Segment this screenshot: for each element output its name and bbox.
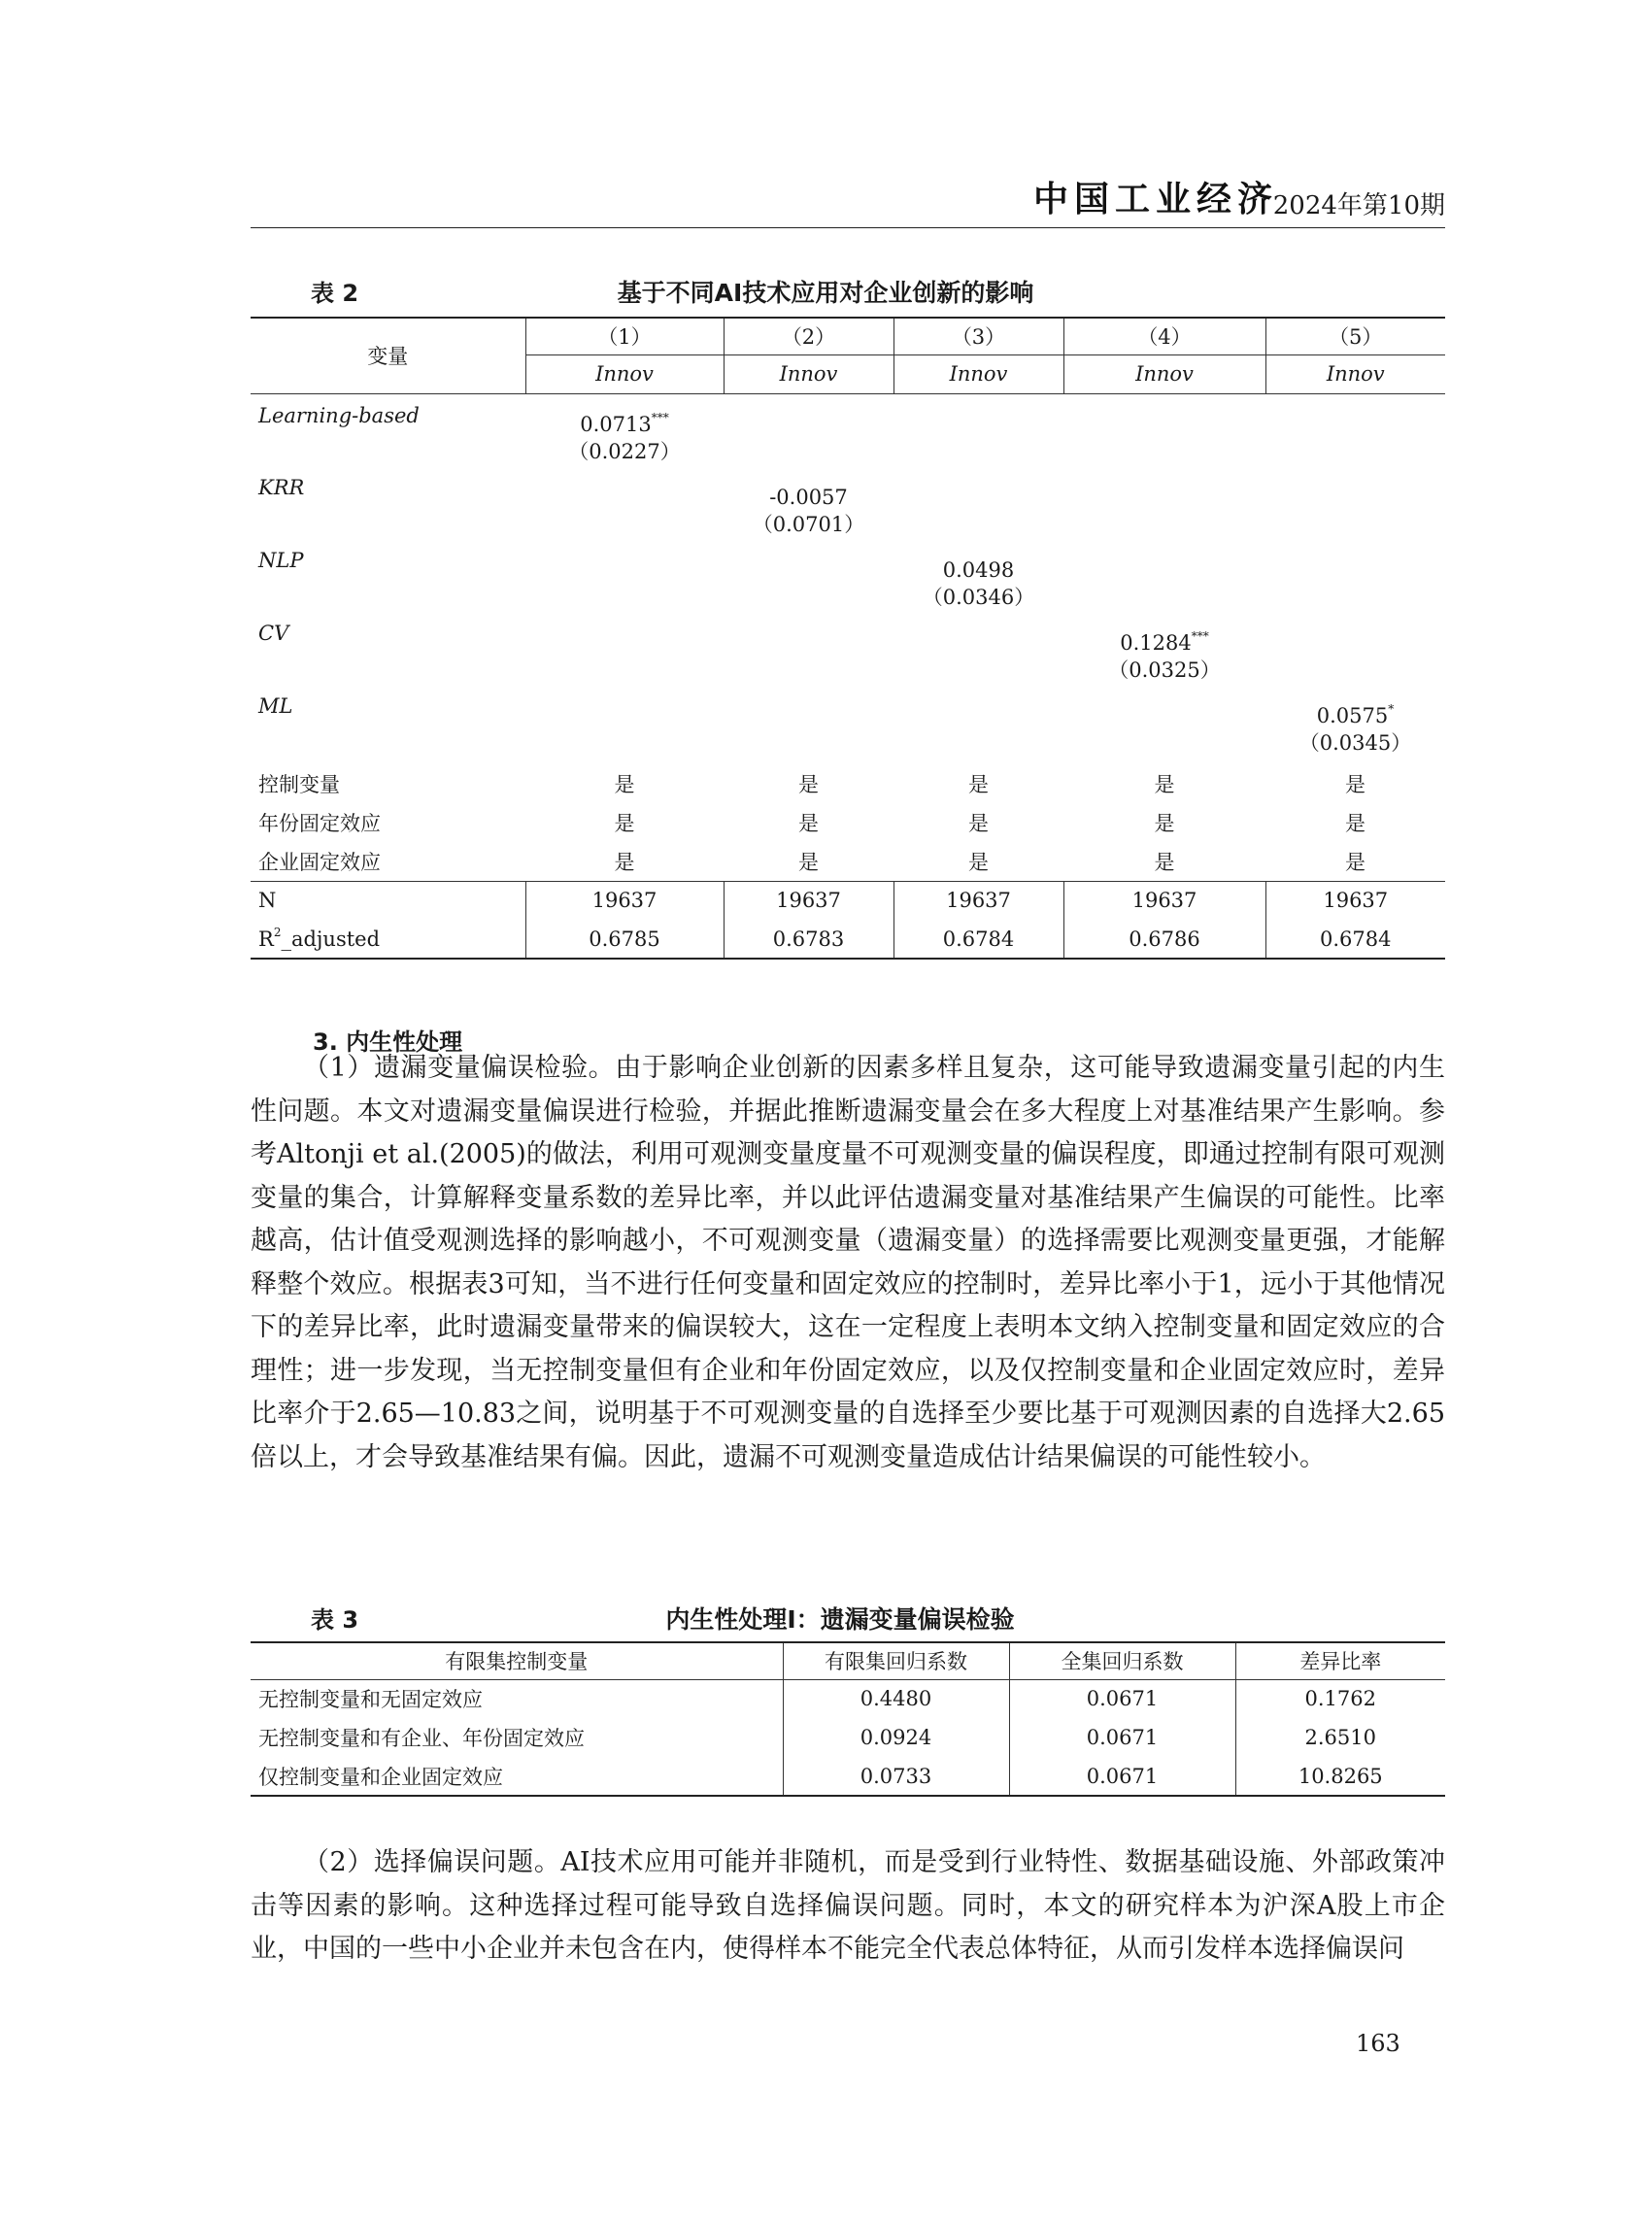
variable-name: [251, 619, 525, 691]
standard-error-cell: [893, 582, 1063, 619]
coefficient-row: [251, 619, 1445, 655]
coefficient-cell: [1265, 393, 1445, 436]
coefficient-cell: [525, 691, 724, 727]
standard-error-cell: [1265, 436, 1445, 473]
control-value: 是: [614, 812, 635, 835]
coefficient-cell: [724, 691, 893, 727]
standard-error-cell: [893, 509, 1063, 546]
control-set-label: 无控制变量和无固定效应: [251, 1679, 783, 1718]
significance-stars: ***: [1191, 629, 1209, 643]
control-value: 是: [1154, 773, 1175, 796]
table3-value: 0.0671: [1009, 1757, 1235, 1796]
standard-error-cell: [724, 655, 893, 691]
standard-error-cell: [1063, 727, 1265, 764]
coefficient-cell: [724, 546, 893, 582]
table3-column-header: 有限集回归系数: [783, 1642, 1009, 1679]
table3-header-row: [251, 1642, 1445, 1679]
variable-name-text: Learning-based: [258, 403, 420, 427]
control-value: 是: [798, 773, 819, 796]
variable-name-text: NLP: [258, 549, 304, 572]
coefficient-cell: [893, 473, 1063, 509]
control-value: 是: [968, 773, 989, 796]
table3-number: 表 3: [311, 1606, 359, 1634]
standard-error-cell: [1265, 727, 1445, 764]
coefficient-cell: [1265, 619, 1445, 655]
control-value: 是: [798, 812, 819, 835]
coefficient-cell: [724, 473, 893, 509]
coefficient-cell: [724, 619, 893, 655]
coefficient-value: 0.1284: [1120, 631, 1192, 655]
coefficient-cell: [1265, 691, 1445, 727]
standard-error-cell: [724, 727, 893, 764]
stat-value: 0.6783: [724, 920, 893, 959]
coefficient-cell: [1063, 691, 1265, 727]
table3-body: [251, 1642, 1445, 1796]
journal-name: 中国工业经济: [1032, 180, 1278, 219]
significance-stars: ***: [651, 411, 669, 424]
coefficient-cell: [893, 691, 1063, 727]
variable-name-text: KRR: [258, 476, 305, 499]
control-row: [251, 842, 1445, 881]
table3-value: 0.0924: [783, 1718, 1009, 1757]
control-row: [251, 764, 1445, 803]
standard-error-cell: [525, 655, 724, 691]
control-value: 是: [1345, 773, 1365, 796]
stat-name: [251, 920, 525, 959]
standard-error-cell: [1063, 436, 1265, 473]
control-name: 企业固定效应: [258, 850, 381, 874]
coefficient-cell: [525, 473, 724, 509]
stat-row: [251, 920, 1445, 959]
control-value: 是: [1154, 812, 1175, 835]
table3-value: 0.0733: [783, 1757, 1009, 1796]
stat-row: [251, 881, 1445, 920]
dependent-variable: Innov: [525, 354, 724, 393]
coefficient-value: 0.0498: [942, 558, 1015, 582]
standard-error-cell: [1063, 582, 1265, 619]
dependent-variable: Innov: [1265, 354, 1445, 393]
coefficient-cell: [1063, 619, 1265, 655]
column-number: （4）: [1063, 318, 1265, 354]
coefficient-cell: [1265, 473, 1445, 509]
table3-value: 0.4480: [783, 1679, 1009, 1718]
stat-value: 0.6786: [1063, 920, 1265, 959]
stat-value: 0.6784: [893, 920, 1063, 959]
standard-error-cell: [1265, 509, 1445, 546]
table2: [251, 317, 1445, 960]
control-row: [251, 803, 1445, 842]
table3: [251, 1641, 1445, 1797]
stat-name-text: R: [258, 927, 274, 951]
column-number: （3）: [893, 318, 1063, 354]
issue-label: 2024年第10期: [1272, 191, 1445, 220]
column-number: （1）: [525, 318, 724, 354]
standard-error-cell: [1063, 655, 1265, 691]
coefficient-row: [251, 473, 1445, 509]
control-value: 是: [614, 850, 635, 874]
coefficient-cell: [1063, 546, 1265, 582]
table3-value: 2.6510: [1304, 1726, 1376, 1749]
control-value: 是: [1345, 850, 1365, 874]
standard-error-cell: [1063, 509, 1265, 546]
paragraph-selection-bias: （2）选择偏误问题。AI技术应用可能并非随机，而是受到行业特性、数据基础设施、外部政策冲击等因素的影响。这种选择过程可能导致自选择偏误问题。同时，本文的研究样本为沪深A股上市企业，中国的一些中小企业并未包含在内，使得样本不能完全代表总体特征，从而引发样本选择偏误问: [251, 1847, 1445, 1964]
dependent-variable: Innov: [1063, 354, 1265, 393]
coefficient-value: 0.0575: [1316, 704, 1389, 727]
standard-error-value: （0.0325）: [1108, 658, 1221, 682]
stat-value: 19637: [525, 881, 724, 920]
variable-name: [251, 473, 525, 546]
stat-value: 0.6785: [525, 920, 724, 959]
section-heading: 3. 内生性处理: [313, 1029, 463, 1056]
standard-error-cell: [893, 655, 1063, 691]
stat-value: 19637: [1265, 881, 1445, 920]
significance-stars: *: [1388, 702, 1395, 716]
variable-header: 变量: [251, 318, 525, 393]
standard-error-cell: [525, 727, 724, 764]
coefficient-cell: [1265, 546, 1445, 582]
page-number: 163: [1356, 2030, 1400, 2057]
table3-row: [251, 1718, 1445, 1757]
stat-name-superscript: 2: [273, 925, 282, 939]
control-value: 是: [798, 850, 819, 874]
standard-error-cell: [893, 727, 1063, 764]
paragraph-omitted-variable: （1）遗漏变量偏误检验。由于影响企业创新的因素多样且复杂，这可能导致遗漏变量引起的内生性问题。本文对遗漏变量偏误进行检验，并据此推断遗漏变量会在多大程度上对基准结果产生影响。参考Altonji et al.(2005)的做法，利用可观测变量度量不可观测变量的偏误程度，即通过控制有限可观测变量的集合，计算解释变量系数的差异比率，并以此评估遗漏变量对基准结果产生偏误的可能性。比率越高，估计值受观测选择的影响越小，不可观测变量（遗漏变量）的选择需要比观测变量更强，才能解释整个效应。根据表3可知，当不进行任何变量和固定效应的控制时，差异比率小于1，远小于其他情况下的差异比率，此时遗漏变量带来的偏误较大，这在一定程度上表明本文纳入控制变量和固定效应的合理性；进一步发现，当无控制变量但有企业和年份固定效应，以及仅控制变量和企业固定效应时，差异比率介于2.65—10.83之间，说明基于不可观测变量的自选择至少要比基于可观测因素的自选择大2.65倍以上，才会导致基准结果有偏。因此，遗漏不可观测变量造成估计结果偏误的可能性较小。: [251, 1053, 1445, 1472]
control-value: 是: [968, 812, 989, 835]
coefficient-cell: [724, 393, 893, 436]
coefficient-cell: [525, 546, 724, 582]
table3-value: 0.0671: [1009, 1679, 1235, 1718]
control-value: 是: [1345, 812, 1365, 835]
standard-error-cell: [525, 582, 724, 619]
standard-error-cell: [724, 582, 893, 619]
table3-title: 内生性处理Ⅰ：遗漏变量偏误检验: [665, 1605, 1015, 1634]
dependent-variable: Innov: [893, 354, 1063, 393]
coefficient-cell: [525, 619, 724, 655]
table2-title: 基于不同AI技术应用对企业创新的影响: [617, 279, 1034, 307]
table3-value: 0.1762: [1304, 1687, 1376, 1711]
control-value: 是: [614, 773, 635, 796]
standard-error-cell: [525, 436, 724, 473]
standard-error-value: （0.0345）: [1298, 731, 1412, 755]
coefficient-row: [251, 691, 1445, 727]
stat-value: 0.6784: [1265, 920, 1445, 959]
coefficient-cell: [893, 546, 1063, 582]
variable-name: [251, 691, 525, 764]
table2-header-row: [251, 318, 1445, 354]
variable-name-text: ML: [258, 694, 293, 718]
column-number: （2）: [724, 318, 893, 354]
standard-error-value: （0.0346）: [922, 586, 1035, 609]
standard-error-cell: [893, 436, 1063, 473]
table3-column-header: 全集回归系数: [1009, 1642, 1235, 1679]
stat-value: 19637: [1063, 881, 1265, 920]
coefficient-cell: [893, 619, 1063, 655]
standard-error-value: （0.0701）: [752, 513, 865, 536]
control-set-label: 仅控制变量和企业固定效应: [251, 1757, 783, 1796]
table2-body: [251, 318, 1445, 959]
control-value: 是: [1154, 850, 1175, 874]
coefficient-cell: [893, 393, 1063, 436]
coefficient-value: -0.0057: [769, 486, 848, 509]
standard-error-cell: [1265, 582, 1445, 619]
table3-value: 10.8265: [1235, 1757, 1445, 1796]
table3-row: [251, 1679, 1445, 1718]
control-value: 是: [968, 850, 989, 874]
variable-name: [251, 393, 525, 473]
standard-error-cell: [724, 509, 893, 546]
standard-error-cell: [724, 436, 893, 473]
running-header: [251, 180, 1445, 228]
coefficient-cell: [1063, 393, 1265, 436]
stat-name-text: N: [258, 889, 277, 913]
coefficient-cell: [525, 393, 724, 436]
table3-row: [251, 1757, 1445, 1796]
column-number: （5）: [1265, 318, 1445, 354]
coefficient-value: 0.0713: [580, 413, 652, 436]
standard-error-cell: [525, 509, 724, 546]
variable-name-text: CV: [258, 622, 289, 645]
table3-column-header: 有限集控制变量: [251, 1642, 783, 1679]
stat-value: 19637: [724, 881, 893, 920]
stat-value: 19637: [893, 881, 1063, 920]
stat-name: [251, 881, 525, 920]
table3-column-header: 差异比率: [1235, 1642, 1445, 1679]
control-name: 控制变量: [258, 773, 340, 796]
control-set-label: 无控制变量和有企业、年份固定效应: [251, 1718, 783, 1757]
coefficient-cell: [1063, 473, 1265, 509]
table2-number: 表 2: [311, 280, 359, 307]
standard-error-value: （0.0227）: [568, 440, 681, 463]
variable-name: [251, 546, 525, 619]
coefficient-row: [251, 546, 1445, 582]
dependent-variable: Innov: [724, 354, 893, 393]
control-name: 年份固定效应: [258, 812, 381, 835]
table3-value: 0.0671: [1009, 1718, 1235, 1757]
standard-error-cell: [1265, 655, 1445, 691]
stat-name-suffix: _adjusted: [281, 927, 381, 951]
coefficient-row: [251, 393, 1445, 436]
